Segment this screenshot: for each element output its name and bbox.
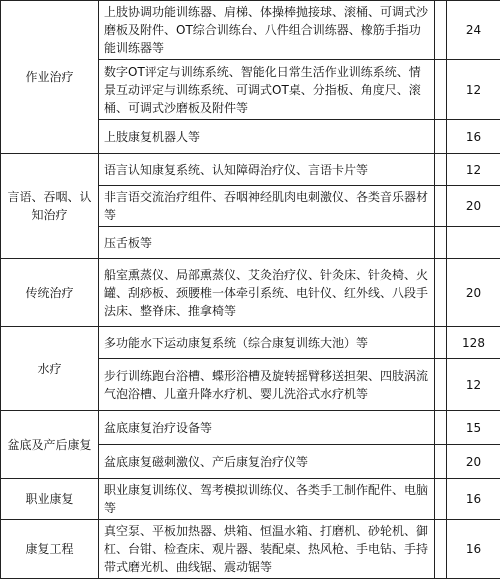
table-row <box>1 327 500 359</box>
spacer-cell <box>435 479 447 520</box>
item-cell: 上肢康复机器人等 <box>99 120 435 154</box>
quantity-cell: 24 <box>447 1 500 60</box>
category-cell: 康复工程 <box>1 520 99 579</box>
item-cell: 语言认知康复系统、认知障碍治疗仪、言语卡片等 <box>99 154 435 186</box>
table-row <box>1 1 500 60</box>
quantity-cell: 15 <box>447 411 500 445</box>
item-cell: 压舌板等 <box>99 227 435 259</box>
spacer-cell <box>435 327 447 359</box>
table-row <box>1 259 500 327</box>
item-cell: 上肢协调功能训练器、肩梯、体操棒抛接球、滚桶、可调式沙磨板及附件、OT综合训练台、八件组合训练器、橡筋手指功能训练器等 <box>99 1 435 60</box>
quantity-cell: 12 <box>447 359 500 411</box>
quantity-cell: 20 <box>447 186 500 227</box>
spacer-cell <box>435 186 447 227</box>
table-row <box>1 520 500 579</box>
quantity-cell: 12 <box>447 154 500 186</box>
spacer-cell <box>435 445 447 479</box>
spacer-cell <box>435 227 447 259</box>
spacer-cell <box>435 120 447 154</box>
spacer-cell <box>435 154 447 186</box>
quantity-cell: 20 <box>447 445 500 479</box>
category-cell: 言语、吞咽、认知治疗 <box>1 154 99 259</box>
quantity-cell: 16 <box>447 479 500 520</box>
quantity-cell: 16 <box>447 120 500 154</box>
quantity-cell: 16 <box>447 520 500 579</box>
table-row <box>1 479 500 520</box>
spacer-cell <box>435 520 447 579</box>
item-cell: 职业康复训练仪、驾考模拟训练仪、各类手工制作配件、电脑等 <box>99 479 435 520</box>
quantity-cell: 128 <box>447 327 500 359</box>
item-cell: 盆底康复治疗设备等 <box>99 411 435 445</box>
spacer-cell <box>435 1 447 60</box>
table-row <box>1 411 500 445</box>
spacer-cell <box>435 60 447 120</box>
category-cell: 传统治疗 <box>1 259 99 327</box>
item-cell: 船室熏蒸仪、局部熏蒸仪、艾灸治疗仪、针灸床、针灸椅、火罐、刮痧板、颈腰椎一体牵引系统、电针仪、红外线、八段手法床、整脊床、推拿椅等 <box>99 259 435 327</box>
item-cell: 盆底康复磁刺激仪、产后康复治疗仪等 <box>99 445 435 479</box>
item-cell: 步行训练跑台浴槽、蝶形浴槽及旋转摇臂移送担架、四肢涡流气泡浴槽、儿童升降水疗机、婴儿洗浴式水疗机等 <box>99 359 435 411</box>
item-cell: 非言语交流治疗组件、吞咽神经肌肉电刺激仪、各类音乐器材等 <box>99 186 435 227</box>
spacer-cell <box>435 411 447 445</box>
category-cell: 作业治疗 <box>1 1 99 154</box>
quantity-cell: 20 <box>447 259 500 327</box>
item-cell: 真空泵、平板加热器、烘箱、恒温水箱、打磨机、砂轮机、御杠、台钳、检查床、观片器、装配桌、热风枪、手电钻、手持带式磨光机、曲线锯、震动锯等 <box>99 520 435 579</box>
category-cell: 盆底及产后康复 <box>1 411 99 479</box>
item-cell: 多功能水下运动康复系统（综合康复训练大池）等 <box>99 327 435 359</box>
quantity-cell: 12 <box>447 60 500 120</box>
category-cell: 职业康复 <box>1 479 99 520</box>
category-cell: 水疗 <box>1 327 99 411</box>
spacer-cell <box>435 259 447 327</box>
table-row <box>1 154 500 186</box>
spacer-cell <box>435 359 447 411</box>
item-cell: 数字OT评定与训练系统、智能化日常生活作业训练系统、情景互动评定与训练系统、可调式OT桌、分指板、角度尺、滚桶、可调式沙磨板及附件等 <box>99 60 435 120</box>
quantity-cell <box>447 227 500 259</box>
